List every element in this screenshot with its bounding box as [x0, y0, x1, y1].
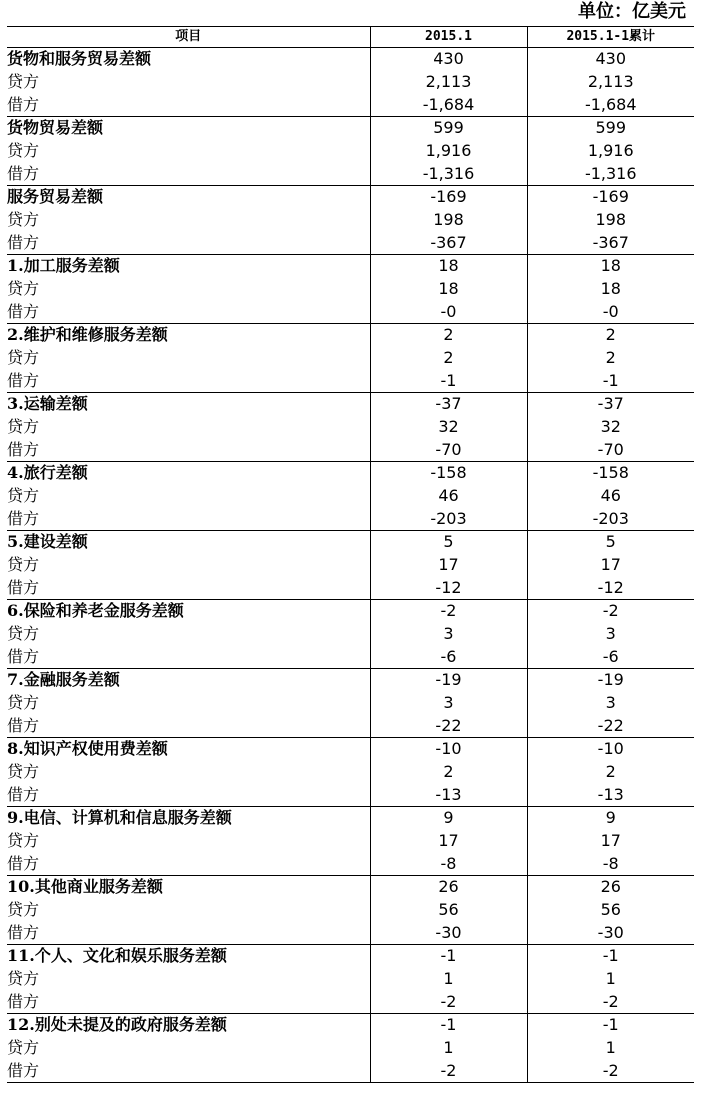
- debit-month-value: -8: [370, 853, 527, 876]
- debit-month-value: -2: [370, 1060, 527, 1083]
- debit-label: 借方: [7, 577, 370, 600]
- debit-cumulative-value: -1,684: [527, 94, 694, 117]
- debit-label: 借方: [7, 1060, 370, 1083]
- month-value: 26: [370, 876, 527, 899]
- debit-row: [7, 715, 694, 738]
- credit-row: [7, 1037, 694, 1060]
- month-value: -158: [370, 462, 527, 485]
- group-title-row: [7, 945, 694, 968]
- month-value: -169: [370, 186, 527, 209]
- cumulative-value: -169: [527, 186, 694, 209]
- month-value: 2: [370, 324, 527, 347]
- credit-label: 贷方: [7, 1038, 40, 1057]
- debit-row: [7, 370, 694, 393]
- credit-row: [7, 278, 694, 301]
- debit-cumulative-value: -6: [527, 646, 694, 669]
- cumulative-value: 26: [527, 876, 694, 899]
- debit-cumulative-value: -30: [527, 922, 694, 945]
- debit-label: 借方: [7, 646, 370, 669]
- group-title-row: [7, 738, 694, 761]
- row-label: 6.保险和养老金服务差额: [7, 601, 184, 621]
- row-label: 服务贸易差额: [7, 187, 104, 207]
- debit-cumulative-value: -22: [527, 715, 694, 738]
- debit-month-value: -2: [370, 991, 527, 1014]
- credit-month-value: 2,113: [370, 71, 527, 94]
- row-label: 货物和服务贸易差额: [7, 49, 152, 69]
- credit-row: [7, 968, 694, 991]
- credit-row: [7, 71, 694, 94]
- group-title-row: [7, 393, 694, 416]
- month-value: 18: [370, 255, 527, 278]
- group-title-row: [7, 117, 694, 140]
- debit-cumulative-value: -70: [527, 439, 694, 462]
- credit-cumulative-value: 32: [527, 416, 694, 439]
- column-header-cumulative: 2015.1-1累计: [527, 27, 694, 48]
- table-body: [7, 48, 694, 1083]
- debit-month-value: -13: [370, 784, 527, 807]
- group-title-row: [7, 600, 694, 623]
- debit-month-value: -367: [370, 232, 527, 255]
- credit-month-value: 198: [370, 209, 527, 232]
- debit-label: 借方: [7, 991, 370, 1014]
- column-header-item: 项目: [7, 27, 370, 48]
- credit-cumulative-value: 56: [527, 899, 694, 922]
- debit-cumulative-value: -0: [527, 301, 694, 324]
- group-title-row: [7, 1014, 694, 1037]
- credit-month-value: 1: [370, 1037, 527, 1060]
- debit-cumulative-value: -2: [527, 1060, 694, 1083]
- credit-label: 贷方: [7, 762, 40, 781]
- debit-month-value: -203: [370, 508, 527, 531]
- credit-row: [7, 554, 694, 577]
- cumulative-value: 430: [527, 48, 694, 71]
- credit-month-value: 32: [370, 416, 527, 439]
- credit-label: 贷方: [7, 555, 40, 574]
- credit-cumulative-value: 3: [527, 692, 694, 715]
- month-value: -19: [370, 669, 527, 692]
- credit-row: [7, 761, 694, 784]
- column-header-month: 2015.1: [370, 27, 527, 48]
- credit-month-value: 3: [370, 623, 527, 646]
- group-title-row: [7, 186, 694, 209]
- debit-cumulative-value: -203: [527, 508, 694, 531]
- debit-label: 借方: [7, 94, 370, 117]
- credit-label: 贷方: [7, 210, 40, 229]
- row-label: 11.个人、文化和娱乐服务差额: [7, 946, 227, 966]
- credit-month-value: 1,916: [370, 140, 527, 163]
- debit-cumulative-value: -367: [527, 232, 694, 255]
- row-label: 9.电信、计算机和信息服务差额: [7, 808, 232, 828]
- credit-month-value: 17: [370, 830, 527, 853]
- debit-label: 借方: [7, 784, 370, 807]
- credit-month-value: 56: [370, 899, 527, 922]
- row-label: 7.金融服务差额: [7, 670, 120, 690]
- row-label: 1.加工服务差额: [7, 256, 120, 276]
- debit-row: [7, 301, 694, 324]
- debit-row: [7, 646, 694, 669]
- row-label: 5.建设差额: [7, 532, 88, 552]
- debit-row: [7, 1060, 694, 1083]
- group-title-row: [7, 48, 694, 71]
- credit-label: 贷方: [7, 279, 40, 298]
- debit-cumulative-value: -1,316: [527, 163, 694, 186]
- credit-cumulative-value: 17: [527, 554, 694, 577]
- month-value: 599: [370, 117, 527, 140]
- month-value: -10: [370, 738, 527, 761]
- credit-row: [7, 416, 694, 439]
- group-title-row: [7, 255, 694, 278]
- debit-month-value: -1: [370, 370, 527, 393]
- credit-cumulative-value: 2: [527, 347, 694, 370]
- debit-row: [7, 784, 694, 807]
- debit-cumulative-value: -2: [527, 991, 694, 1014]
- credit-row: [7, 830, 694, 853]
- credit-month-value: 2: [370, 347, 527, 370]
- credit-row: [7, 140, 694, 163]
- debit-month-value: -70: [370, 439, 527, 462]
- cumulative-value: -19: [527, 669, 694, 692]
- unit-label: 单位：亿美元: [578, 1, 686, 22]
- cumulative-value: -1: [527, 945, 694, 968]
- cumulative-value: 2: [527, 324, 694, 347]
- credit-cumulative-value: 198: [527, 209, 694, 232]
- debit-row: [7, 232, 694, 255]
- month-value: 9: [370, 807, 527, 830]
- credit-label: 贷方: [7, 969, 40, 988]
- credit-row: [7, 899, 694, 922]
- cumulative-value: -158: [527, 462, 694, 485]
- debit-row: [7, 163, 694, 186]
- debit-row: [7, 577, 694, 600]
- debit-label: 借方: [7, 853, 370, 876]
- debit-label: 借方: [7, 163, 370, 186]
- row-label: 12.别处未提及的政府服务差额: [7, 1015, 227, 1035]
- debit-month-value: -6: [370, 646, 527, 669]
- credit-row: [7, 692, 694, 715]
- month-value: 5: [370, 531, 527, 554]
- credit-label: 贷方: [7, 624, 40, 643]
- row-label: 10.其他商业服务差额: [7, 877, 163, 897]
- credit-cumulative-value: 46: [527, 485, 694, 508]
- debit-label: 借方: [7, 508, 370, 531]
- cumulative-value: 9: [527, 807, 694, 830]
- debit-month-value: -12: [370, 577, 527, 600]
- month-value: -2: [370, 600, 527, 623]
- credit-row: [7, 623, 694, 646]
- credit-cumulative-value: 2: [527, 761, 694, 784]
- row-label: 4.旅行差额: [7, 463, 88, 483]
- cumulative-value: -10: [527, 738, 694, 761]
- credit-month-value: 1: [370, 968, 527, 991]
- cumulative-value: 599: [527, 117, 694, 140]
- cumulative-value: -37: [527, 393, 694, 416]
- debit-row: [7, 922, 694, 945]
- debit-cumulative-value: -13: [527, 784, 694, 807]
- debit-label: 借方: [7, 232, 370, 255]
- row-label: 8.知识产权使用费差额: [7, 739, 168, 759]
- row-label: 2.维护和维修服务差额: [7, 325, 168, 345]
- group-title-row: [7, 807, 694, 830]
- cumulative-value: -2: [527, 600, 694, 623]
- group-title-row: [7, 669, 694, 692]
- debit-month-value: -1,684: [370, 94, 527, 117]
- debit-month-value: -22: [370, 715, 527, 738]
- month-value: -37: [370, 393, 527, 416]
- debit-row: [7, 94, 694, 117]
- group-title-row: [7, 324, 694, 347]
- credit-cumulative-value: 1: [527, 968, 694, 991]
- credit-row: [7, 485, 694, 508]
- credit-cumulative-value: 3: [527, 623, 694, 646]
- credit-cumulative-value: 17: [527, 830, 694, 853]
- group-title-row: [7, 462, 694, 485]
- credit-cumulative-value: 18: [527, 278, 694, 301]
- credit-label: 贷方: [7, 72, 40, 91]
- balance-table: [7, 26, 694, 1083]
- debit-cumulative-value: -1: [527, 370, 694, 393]
- credit-cumulative-value: 2,113: [527, 71, 694, 94]
- credit-row: [7, 209, 694, 232]
- month-value: 430: [370, 48, 527, 71]
- debit-row: [7, 439, 694, 462]
- credit-label: 贷方: [7, 693, 40, 712]
- debit-label: 借方: [7, 439, 370, 462]
- month-value: -1: [370, 945, 527, 968]
- debit-label: 借方: [7, 301, 370, 324]
- debit-month-value: -0: [370, 301, 527, 324]
- debit-month-value: -1,316: [370, 163, 527, 186]
- credit-label: 贷方: [7, 900, 40, 919]
- credit-label: 贷方: [7, 417, 40, 436]
- cumulative-value: 18: [527, 255, 694, 278]
- debit-row: [7, 991, 694, 1014]
- table-header-row: [7, 27, 694, 48]
- cumulative-value: 5: [527, 531, 694, 554]
- credit-month-value: 17: [370, 554, 527, 577]
- credit-label: 贷方: [7, 831, 40, 850]
- credit-label: 贷方: [7, 348, 40, 367]
- row-label: 3.运输差额: [7, 394, 88, 414]
- debit-row: [7, 508, 694, 531]
- row-label: 货物贸易差额: [7, 118, 104, 138]
- credit-month-value: 2: [370, 761, 527, 784]
- month-value: -1: [370, 1014, 527, 1037]
- credit-month-value: 46: [370, 485, 527, 508]
- credit-label: 贷方: [7, 486, 40, 505]
- debit-cumulative-value: -12: [527, 577, 694, 600]
- credit-cumulative-value: 1,916: [527, 140, 694, 163]
- credit-month-value: 18: [370, 278, 527, 301]
- group-title-row: [7, 876, 694, 899]
- cumulative-value: -1: [527, 1014, 694, 1037]
- credit-month-value: 3: [370, 692, 527, 715]
- debit-month-value: -30: [370, 922, 527, 945]
- debit-row: [7, 853, 694, 876]
- credit-label: 贷方: [7, 141, 40, 160]
- group-title-row: [7, 531, 694, 554]
- credit-cumulative-value: 1: [527, 1037, 694, 1060]
- debit-label: 借方: [7, 715, 370, 738]
- debit-label: 借方: [7, 922, 370, 945]
- credit-row: [7, 347, 694, 370]
- debit-label: 借方: [7, 370, 370, 393]
- debit-cumulative-value: -8: [527, 853, 694, 876]
